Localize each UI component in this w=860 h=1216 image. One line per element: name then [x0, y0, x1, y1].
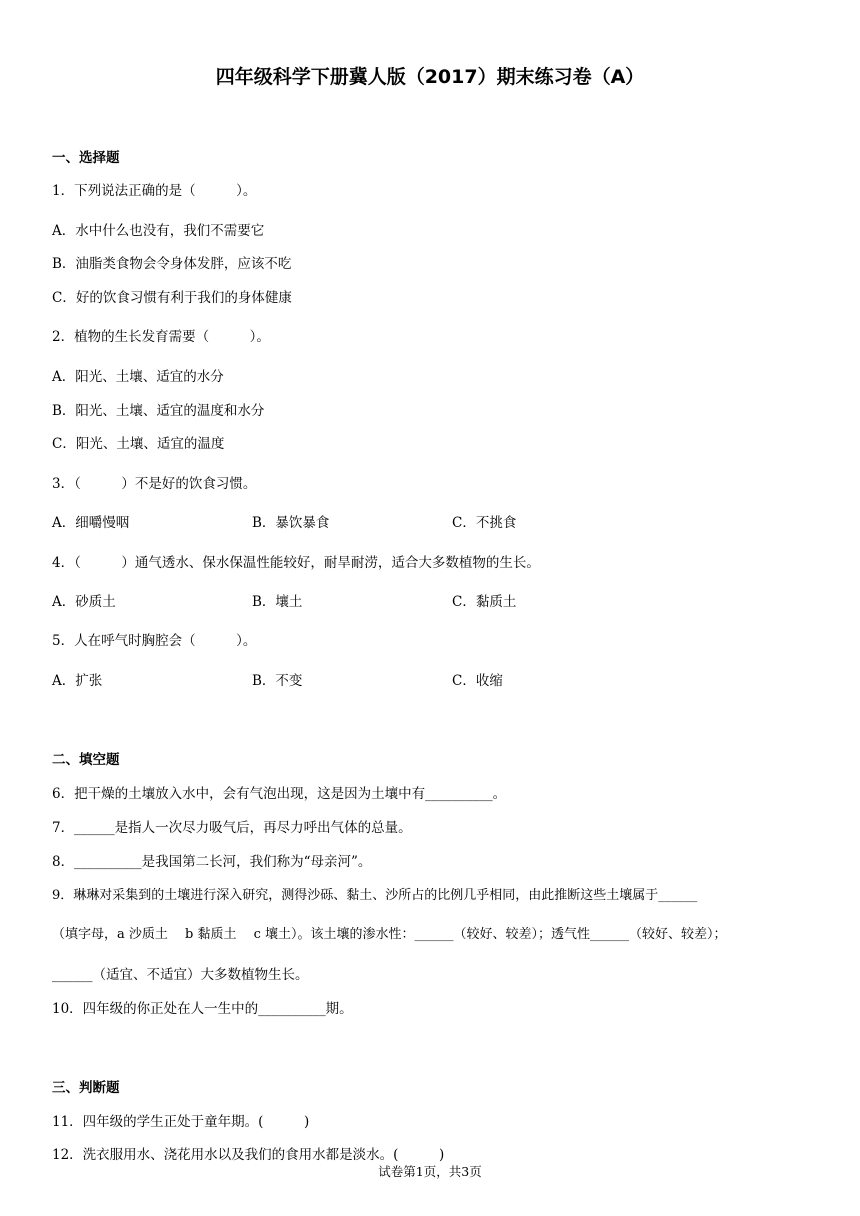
q1-option-c: C．好的饮食习惯有利于我们的身体健康: [52, 290, 292, 306]
page-footer: 试卷第1页，共3页: [378, 1164, 482, 1179]
q3-option-c: C．不挑食: [452, 515, 517, 531]
q4-option-a: A．砂质土: [52, 594, 116, 610]
q5-option-b: B．不变: [252, 673, 303, 689]
q5-option-c: C．收缩: [452, 673, 503, 689]
q1-option-a: A．水中什么也没有，我们不需要它: [52, 223, 265, 239]
question-4: 4．（ ）通气透水、保水保温性能较好，耐旱耐涝，适合大多数植物的生长。: [52, 555, 540, 571]
question-9-line-3: ______（适宜、不适宜）大多数植物生长。: [52, 967, 309, 983]
question-9-line-1: 9．琳琳对采集到的土壤进行深入研究，测得沙砾、黏土、沙所占的比例几乎相同，由此推断这些土壤属于______: [52, 888, 698, 903]
question-6: 6．把干燥的土壤放入水中，会有气泡出现，这是因为土壤中有__________。: [52, 786, 507, 802]
section-heading-fill: 二、填空题: [52, 752, 120, 768]
question-2: 2．植物的生长发育需要（ ）。: [52, 329, 270, 345]
q2-option-a: A．阳光、土壤、适宜的水分: [52, 369, 224, 385]
q4-option-b: B．壤土: [252, 594, 303, 610]
q3-option-a: A．细嚼慢咽: [52, 515, 130, 531]
question-7: 7．______是指人一次尽力吸气后，再尽力呼出气体的总量。: [52, 820, 412, 836]
question-5: 5．人在呼气时胸腔会（ ）。: [52, 633, 257, 649]
question-3: 3．（ ）不是好的饮食习惯。: [52, 476, 257, 492]
q4-option-c: C．黏质土: [452, 594, 517, 610]
question-9-line-2: （填字母，a 沙质土 b 黏质土 c 壤土）。该土壤的渗水性：______（较好、较差）；透气性______（较好、较差）；: [52, 927, 727, 942]
q1-option-b: B．油脂类食物会令身体发胖，应该不吃: [52, 256, 292, 272]
question-11: 11．四年级的学生正处于童年期。( ): [52, 1114, 310, 1130]
q3-option-b: B．暴饮暴食: [252, 515, 330, 531]
section-heading-judge: 三、判断题: [52, 1080, 120, 1096]
question-8: 8．__________是我国第二长河，我们称为“母亲河”。: [52, 854, 372, 870]
q5-option-a: A．扩张: [52, 673, 103, 689]
section-heading-choice: 一、选择题: [52, 150, 120, 166]
question-10: 10．四年级的你正处在人一生中的__________期。: [52, 1001, 353, 1017]
question-1: 1．下列说法正确的是（ ）。: [52, 183, 257, 199]
question-12: 12．洗衣服用水、浇花用水以及我们的食用水都是淡水。( ): [52, 1147, 445, 1163]
q2-option-c: C．阳光、土壤、适宜的温度: [52, 436, 225, 452]
q2-option-b: B．阳光、土壤、适宜的温度和水分: [52, 403, 265, 419]
page-title: 四年级科学下册冀人版（2017）期末练习卷（A）: [215, 66, 645, 88]
